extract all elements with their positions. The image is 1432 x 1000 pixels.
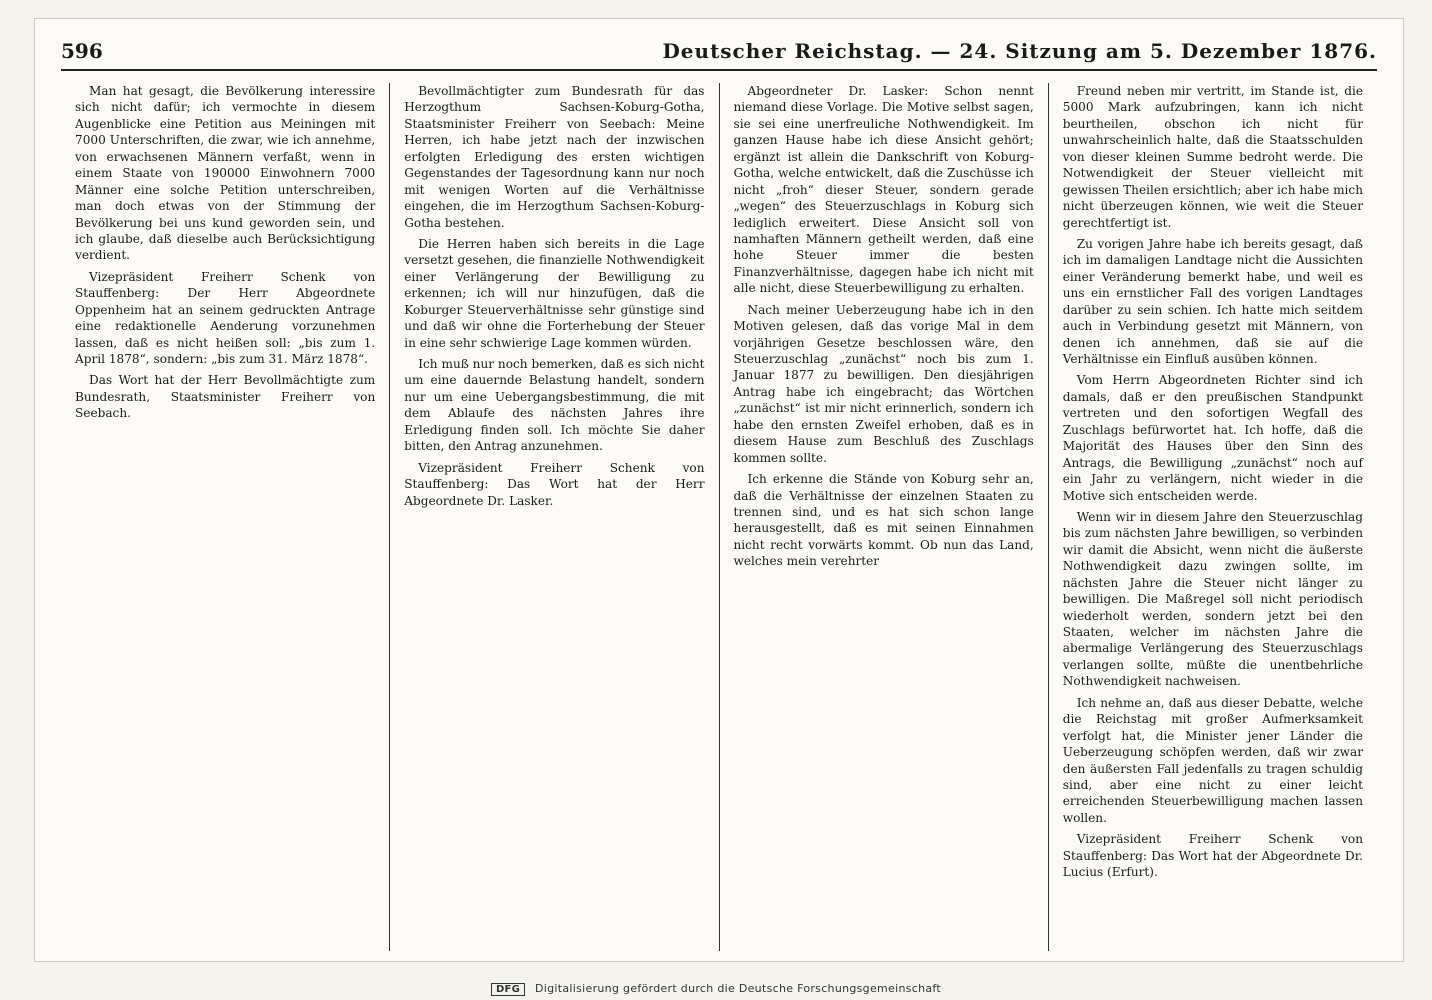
paragraph: Ich nehme an, daß aus dieser Debatte, welche die Reichstag mit großer Aufmerksamkeit verfolgt hat, die Minister jener Länder die Ueberzeugung schöpfen werden, daß wir zwar den äußersten Fall jedenfalls zu tragen schuldig sind, aber eine nicht zu einer leicht erreichenden Steuerbewilligung machen lassen wollen. xyxy=(1062,695,1363,825)
paragraph: Bevollmächtigter zum Bundesrath für das Herzogthum Sachsen-Koburg-Gotha, Staatsminister Freiherr von Seebach: Meine Herren, ich habe jetzt nach der inzwischen erfolgten Erledigung des ersten wichtigen Gegenstandes der Tagesordnung kann nur noch mit wenigen Worten auf die Verhältnisse eingehen, die im Herzogthum Sachsen-Koburg-Gotha bestehen. xyxy=(404,84,705,230)
newspaper-page xyxy=(34,18,1404,962)
paragraph: Vizepräsident Freiherr Schenk von Stauffenberg: Das Wort hat der Herr Abgeordnete Dr. Lasker. xyxy=(404,460,705,508)
paragraph: Vom Herrn Abgeordneten Richter sind ich damals, daß er den preußischen Standpunkt vertreten und den sofortigen Wegfall des Zuschlags befürwortet hat. Ich hoffe, daß die Majorität des Hauses über den Sinn des Antrags, die Bewilligung „zunächst“ noch auf ein Jahr zu verlängern, nicht wieder in die Motive sich entscheiden werde. xyxy=(1062,373,1363,503)
column-3 xyxy=(719,83,1048,951)
page-header xyxy=(61,39,1377,71)
column-2 xyxy=(389,83,718,951)
paragraph: Vizepräsident Freiherr Schenk von Stauffenberg: Das Wort hat der Abgeordnete Dr. Lucius (Erfurt). xyxy=(1062,832,1363,880)
paragraph: Wenn wir in diesem Jahre den Steuerzuschlag bis zum nächsten Jahre bewilligen, so verbinden wir damit die Absicht, wenn nicht die äußerste Nothwendigkeit dazu zwingen sollte, im nächsten Jahre die Steuer nicht länger zu bewilligen. Die Maßregel soll nicht periodisch wiederholt werden, sondern jetzt bei den Staaten, welcher im nächsten Jahre die abermalige Verlängerung des Steuerzuschlags verlangen sollte, müßte die unentbehrliche Nothwendigkeit nachweisen. xyxy=(1062,509,1363,689)
running-title: Deutscher Reichstag. — 24. Sitzung am 5. Dezember 1876. xyxy=(662,39,1377,63)
credit-text: Digitalisierung gefördert durch die Deutsche Forschungsgemeinschaft xyxy=(535,982,942,995)
paragraph: Freund neben mir vertritt, im Stande ist, die 5000 Mark aufzubringen, kann ich nicht beurtheilen, obschon ich nicht für unwahrscheinlich halte, daß die Staatsschulden von dieser kleinen Summe bedroht werde. Die Notwendigkeit der Steuer vielleicht mit gewissen Theilen ersichtlich; aber ich habe mich nicht überzeugen können, wie weit die Steuer gerechtfertigt ist. xyxy=(1062,84,1363,230)
column-4 xyxy=(1048,83,1377,951)
paragraph: Vizepräsident Freiherr Schenk von Stauffenberg: Der Herr Abgeordnete Oppenheim hat an seinem gedruckten Antrage eine redaktionelle Aenderung vorzunehmen lassen, daß es nicht heißen soll: „bis zum 1. April 1878“, sondern: „bis zum 31. März 1878“. xyxy=(75,269,376,366)
paragraph: Die Herren haben sich bereits in die Lage versetzt gesehen, die finanzielle Nothwendigkeit einer Verlängerung der Bewilligung zu erkennen; ich will nur hinzufügen, daß die Koburger Steuerverhältnisse sehr günstige sind und daß wir ohne die Forterhebung der Steuer in eine sehr schwierige Lage kommen würden. xyxy=(404,236,705,350)
text-columns xyxy=(61,83,1377,951)
paragraph: Nach meiner Ueberzeugung habe ich in den Motiven gelesen, daß das vorige Mal in dem vorjährigen Gesetze beschlossen wäre, den Steuerzuschlag „zunächst“ noch bis zum 1. Januar 1877 zu bewilligen. Den diesjährigen Antrag habe ich eingebracht; das Wörtchen „zunächst“ ist mir nicht erinnerlich, sondern ich habe den ernsten Zweifel erhoben, daß es in diesem Hause zum Beschluß des Zuschlags kommen sollte. xyxy=(733,302,1034,465)
digitization-credit xyxy=(0,982,1432,996)
paragraph: Ich muß nur noch bemerken, daß es sich nicht um eine dauernde Belastung handelt, sondern nur um eine Uebergangsbestimmung, die mit dem Ablaufe des nächsten Jahres ihre Erledigung finden soll. Ich möchte Sie daher bitten, den Antrag anzunehmen. xyxy=(404,357,705,454)
paragraph: Man hat gesagt, die Bevölkerung interessire sich nicht dafür; ich vermochte in diesem Augenblicke eine Petition aus Meiningen mit 7000 Unterschriften, die zwar, wie ich annehme, von erwachsenen Männern verfaßt, wenn in einem Staate von 190000 Einwohnern 7000 Männer eine solche Petition unterschreiben, man doch etwas von der Stimmung der Bevölkerung bei uns kund geworden sein, und ich glaube, daß dieselbe auch Berücksichtigung verdient. xyxy=(75,84,376,263)
page-number: 596 xyxy=(61,39,103,63)
column-1 xyxy=(61,83,389,951)
paragraph: Ich erkenne die Stände von Koburg sehr an, daß die Verhältnisse der einzelnen Staaten zu trennen sind, und es hat sich schon lange herausgestellt, daß es mit seinen Einnahmen nicht recht vorwärts kommt. Ob nun das Land, welches mein verehrter xyxy=(733,472,1034,569)
dfg-logo: DFG xyxy=(491,983,525,996)
paragraph: Zu vorigen Jahre habe ich bereits gesagt, daß ich im damaligen Landtage nicht die Aussichten einer Veränderung bemerkt habe, und weil es uns ein ernstlicher Fall des vorigen Landtages darüber zu sein schien. Ich hatte mich seitdem auch in Verbindung gesetzt mit Männern, von denen ich annehmen, daß sie auf die Verhältnisse ein Einfluß ausüben können. xyxy=(1062,236,1363,366)
paragraph: Das Wort hat der Herr Bevollmächtigte zum Bundesrath, Staatsminister Freiherr von Seebach. xyxy=(75,373,376,421)
paragraph: Abgeordneter Dr. Lasker: Schon nennt niemand diese Vorlage. Die Motive selbst sagen, sie sei eine unerfreuliche Nothwendigkeit. Im ganzen Hause habe ich diese Ansicht gehört; ergänzt ist allein die Dankschrift von Koburg-Gotha, welche entwickelt, daß die Zuschüsse ich nicht „froh“ dieser Steuer, sondern gerade „wegen“ des Steuerzuschlags in Koburg sich lediglich erweitert. Diese Ansicht soll von namhaften Männern getheilt werden, daß eine hohe Steuer immer die besten Finanzverhältnisse, dagegen habe ich nicht mit alle nicht, diese Steuerbewilligung zu erhalten. xyxy=(733,84,1034,296)
